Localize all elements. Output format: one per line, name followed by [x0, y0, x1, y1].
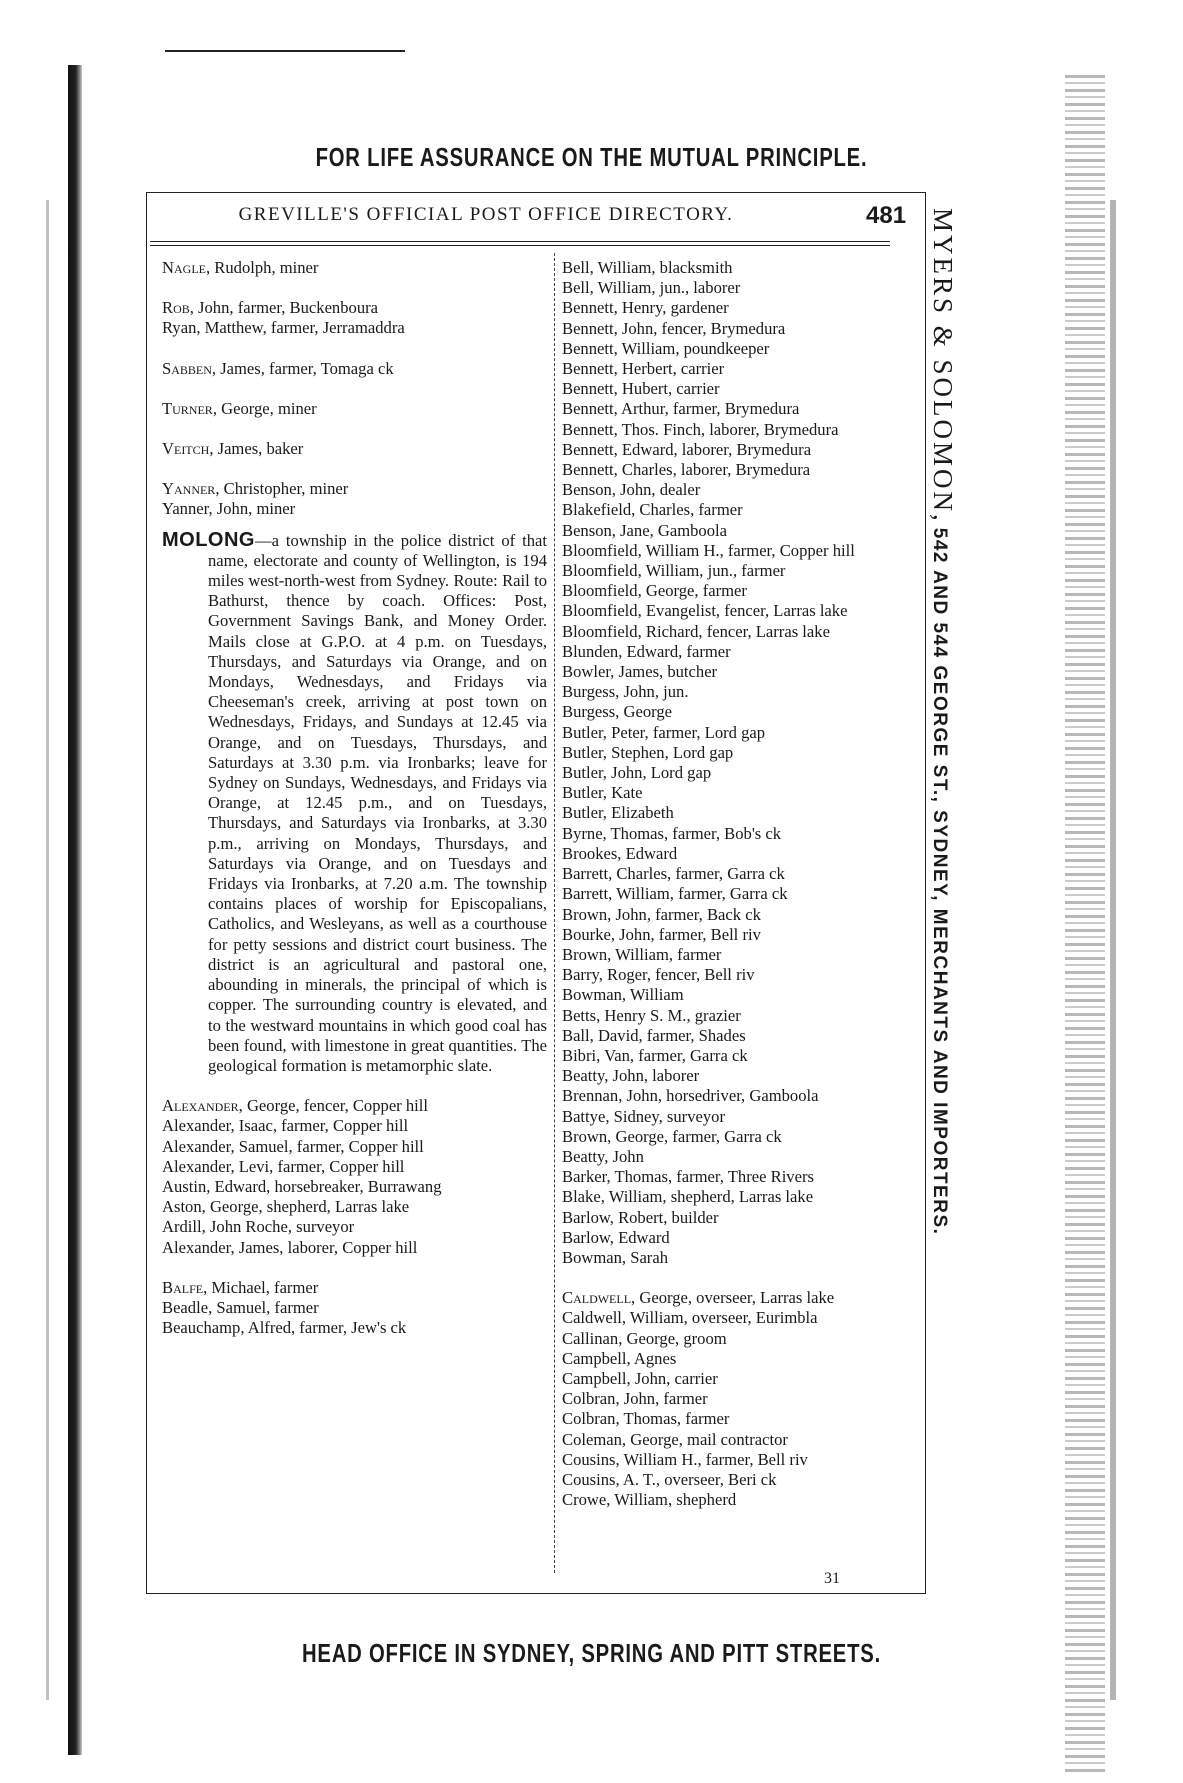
directory-entry: Bowler, James, butcher — [562, 662, 718, 682]
entry-details: , George, miner — [212, 398, 317, 418]
directory-entry: Bell, William, blacksmith — [562, 258, 733, 277]
side-advert-firm: MYERS & SOLOMON, — [928, 208, 958, 524]
directory-entry: Caldwell, William, overseer, Eurimbla — [562, 1308, 818, 1328]
directory-entry: Brennan, John, horsedriver, Gamboola — [562, 1086, 819, 1106]
top-rule — [165, 50, 405, 52]
directory-entry: Bennett, Henry, gardener — [562, 298, 729, 318]
directory-entry: Bowman, William — [562, 985, 684, 1005]
side-advertisement — [924, 208, 958, 1683]
entry-surname: Turner — [162, 398, 213, 418]
directory-entry: Bloomfield, William, jun., farmer — [562, 561, 786, 581]
directory-entry: Butler, John, Lord gap — [562, 763, 712, 783]
entry-details: , John, farmer, Buckenboura — [189, 298, 379, 318]
entry-details: , Christopher, miner — [215, 479, 349, 499]
directory-entry: Blake, William, shepherd, Larras lake — [562, 1187, 814, 1207]
molong-text: —a township in the police district of that name, electorate and county of Wellington, is 194 miles west-north-west from Sydney. Route: Rail to Bathurst, thence by coach. Offices: Post, Government Savings Bank, and Money Order. Mails close at G.P.O. at 4 p.m. on Tuesdays, Thursdays, and Saturdays via Orange, and on Mondays, Wednesdays, and Fridays via Cheeseman's creek, arriving at post town on Wednesdays, Fridays, and Sundays at 12.45 via Orange, and on Tuesdays, Thursdays, and Saturdays at 3.30 p.m. via Ironbarks; leave for Sydney on Sundays, Wednesdays, and Fridays via Orange, at 12.45 p.m., and on Tuesdays, Thursdays, and Saturdays via Ironbarks, at 3.30 p.m., arriving on Mondays, Thursdays, and Saturdays via Orange, and on Tuesdays and Fridays via Ironbarks, at 7.20 a.m. The township contains places of worship for Episcopalians, Catholics, and Wesleyans, as well as a courthouse for petty sessions and district court business. The district is an agricultural and pastoral one, abounding in minerals, the principal of which is copper. The surrounding country is elevated, and to the westward mountains in which good coal has been found, with limestone in great quantities. The geological formation is metamorphic slate. — [208, 530, 547, 1075]
directory-entry: Crowe, William, shepherd — [562, 1490, 737, 1510]
directory-entry: Bennett, Charles, laborer, Brymedura — [562, 460, 811, 480]
directory-entry: Alexander, Isaac, farmer, Copper hill — [162, 1116, 409, 1136]
directory-entry: Bennett, Herbert, carrier — [562, 359, 725, 379]
entry-details: , James, farmer, Tomaga ck — [211, 358, 394, 378]
signature-mark: 31 — [824, 1570, 840, 1587]
entry-details: , Michael, farmer — [203, 1277, 319, 1297]
directory-entry: Brown, George, farmer, Garra ck — [562, 1126, 782, 1146]
directory-entry: Ardill, John Roche, surveyor — [162, 1217, 355, 1237]
directory-entry: Butler, Peter, farmer, Lord gap — [562, 722, 766, 742]
entry-details: , George, overseer, Larras lake — [631, 1288, 835, 1308]
entry-details: , Rudolph, miner — [205, 258, 319, 277]
directory-entry: Butler, Kate — [562, 783, 643, 803]
directory-entry: Barrett, Charles, farmer, Garra ck — [562, 864, 785, 884]
left-top-entries — [162, 258, 547, 520]
directory-entry: Bennett, John, fencer, Brymedura — [562, 318, 786, 338]
directory-entry: Bennett, Edward, laborer, Brymedura — [562, 439, 812, 459]
header-banner: FOR LIFE ASSURANCE ON THE MUTUAL PRINCIPLE. — [315, 142, 868, 172]
directory-entry: Barlow, Edward — [562, 1227, 670, 1247]
entry-surname: Rob — [162, 298, 190, 318]
spacer — [162, 1258, 547, 1278]
entry-surname: Nagle — [162, 258, 206, 277]
footer-banner: HEAD OFFICE IN SYDNEY, SPRING AND PITT STREETS. — [301, 1638, 882, 1668]
directory-entry: Ryan, Matthew, farmer, Jerramaddra — [162, 318, 405, 338]
directory-entry — [162, 479, 547, 499]
directory-entry: Bennett, Thos. Finch, laborer, Brymedura — [562, 419, 839, 439]
directory-entry: Byrne, Thomas, farmer, Bob's ck — [562, 823, 782, 843]
directory-entry: Blakefield, Charles, farmer — [562, 500, 743, 520]
directory-entry: Bibri, Van, farmer, Garra ck — [562, 1045, 748, 1065]
directory-entry: Barrett, William, farmer, Garra ck — [562, 884, 788, 904]
directory-entry: Brown, John, farmer, Back ck — [562, 904, 761, 924]
directory-entry: Beadle, Samuel, farmer — [162, 1297, 319, 1317]
right-column — [562, 258, 922, 1510]
entry-surname: Yanner — [162, 479, 216, 499]
running-head: GREVILLE'S OFFICIAL POST OFFICE DIRECTORY. — [238, 204, 734, 225]
binding-shadow — [46, 200, 49, 1700]
directory-entry: Brookes, Edward — [562, 843, 678, 863]
directory-entry: Aston, George, shepherd, Larras lake — [162, 1197, 410, 1217]
spacer — [562, 1268, 922, 1288]
directory-entry: Betts, Henry S. M., grazier — [562, 1005, 741, 1025]
directory-entry: Bennett, Arthur, farmer, Brymedura — [562, 399, 800, 419]
directory-entry: Burgess, George — [562, 702, 672, 722]
column-divider — [554, 253, 555, 1573]
directory-entry: Campbell, John, carrier — [562, 1368, 718, 1388]
directory-entry: Beatty, John, laborer — [562, 1066, 700, 1086]
directory-entry: Brown, William, farmer — [562, 944, 722, 964]
directory-entry: Bell, William, jun., laborer — [562, 278, 741, 298]
directory-entry — [162, 399, 547, 419]
spacer — [162, 339, 547, 359]
directory-entry: Ball, David, farmer, Shades — [562, 1025, 746, 1045]
directory-entry: Colbran, John, farmer — [562, 1389, 708, 1409]
entry-details: , James, baker — [209, 439, 304, 459]
directory-entry: Bloomfield, Richard, fencer, Larras lake — [562, 621, 830, 641]
entry-surname: Alexander — [162, 1096, 239, 1116]
directory-entry: Campbell, Agnes — [562, 1348, 677, 1368]
directory-entry: Burgess, John, jun. — [562, 682, 689, 702]
directory-entry — [162, 1096, 547, 1116]
side-advert-address: 542 AND 544 GEORGE ST., SYDNEY, MERCHANTS AND IMPORTERS. — [929, 527, 950, 1236]
directory-entry: Battye, Sidney, surveyor — [562, 1106, 725, 1126]
directory-entry: Blunden, Edward, farmer — [562, 641, 731, 661]
directory-entry — [162, 439, 547, 459]
directory-entry: Callinan, George, groom — [562, 1328, 727, 1348]
left-column — [162, 258, 547, 1338]
spacer — [162, 419, 547, 439]
binding-edge — [68, 65, 82, 1755]
directory-entry: Cousins, William H., farmer, Bell riv — [562, 1449, 808, 1469]
entry-surname: Caldwell — [562, 1288, 632, 1308]
directory-entry: Butler, Elizabeth — [562, 803, 674, 823]
directory-entry: Colbran, Thomas, farmer — [562, 1409, 730, 1429]
directory-entry: Beauchamp, Alfred, farmer, Jew's ck — [162, 1318, 407, 1338]
entry-surname: Veitch — [162, 439, 210, 459]
directory-entry: Bowman, Sarah — [562, 1247, 668, 1267]
directory-entry: Benson, Jane, Gamboola — [562, 520, 727, 540]
entry-details: , George, fencer, Copper hill — [238, 1096, 428, 1116]
directory-entry: Alexander, Samuel, farmer, Copper hill — [162, 1136, 424, 1156]
directory-entry: Beatty, John — [562, 1146, 644, 1166]
right-entries — [562, 258, 922, 1510]
molong-title: MOLONG — [162, 528, 255, 551]
directory-entry: Bloomfield, Evangelist, fencer, Larras lake — [562, 601, 848, 621]
entry-surname: Balfe — [162, 1277, 204, 1297]
directory-entry — [562, 1288, 922, 1308]
directory-entry — [162, 298, 547, 318]
spacer — [162, 459, 547, 479]
directory-entry — [162, 258, 547, 278]
page-number: 481 — [866, 202, 907, 229]
page-edge-texture — [1065, 75, 1105, 1775]
directory-entry — [162, 1278, 547, 1298]
entry-surname: Sabben — [162, 358, 212, 378]
directory-entry: Barker, Thomas, farmer, Three Rivers — [562, 1167, 814, 1187]
directory-entry: Benson, John, dealer — [562, 480, 701, 500]
directory-entry — [162, 359, 547, 379]
directory-entry: Barry, Roger, fencer, Bell riv — [562, 965, 755, 985]
spacer — [162, 1076, 547, 1096]
directory-entry: Austin, Edward, horsebreaker, Burrawang — [162, 1176, 442, 1196]
directory-entry: Alexander, Levi, farmer, Copper hill — [162, 1156, 405, 1176]
directory-entry: Alexander, James, laborer, Copper hill — [162, 1237, 418, 1257]
directory-entry: Bourke, John, farmer, Bell riv — [562, 924, 761, 944]
directory-entry: Cousins, A. T., overseer, Beri ck — [562, 1469, 777, 1489]
page-edge-shadow — [1110, 200, 1116, 1700]
directory-entry: Butler, Stephen, Lord gap — [562, 742, 734, 762]
directory-entry: Bennett, Hubert, carrier — [562, 379, 720, 399]
header-rule — [150, 241, 890, 246]
directory-entry: Bloomfield, George, farmer — [562, 581, 747, 601]
spacer — [162, 278, 547, 298]
spacer — [162, 379, 547, 399]
directory-entry: Yanner, John, miner — [162, 499, 296, 519]
molong-description — [162, 530, 547, 1076]
directory-entry: Coleman, George, mail contractor — [562, 1429, 788, 1449]
directory-entry: Bloomfield, William H., farmer, Copper hill — [562, 540, 855, 560]
directory-entry: Bennett, William, poundkeeper — [562, 338, 770, 358]
directory-entry: Barlow, Robert, builder — [562, 1207, 719, 1227]
left-bottom-entries — [162, 1096, 547, 1338]
